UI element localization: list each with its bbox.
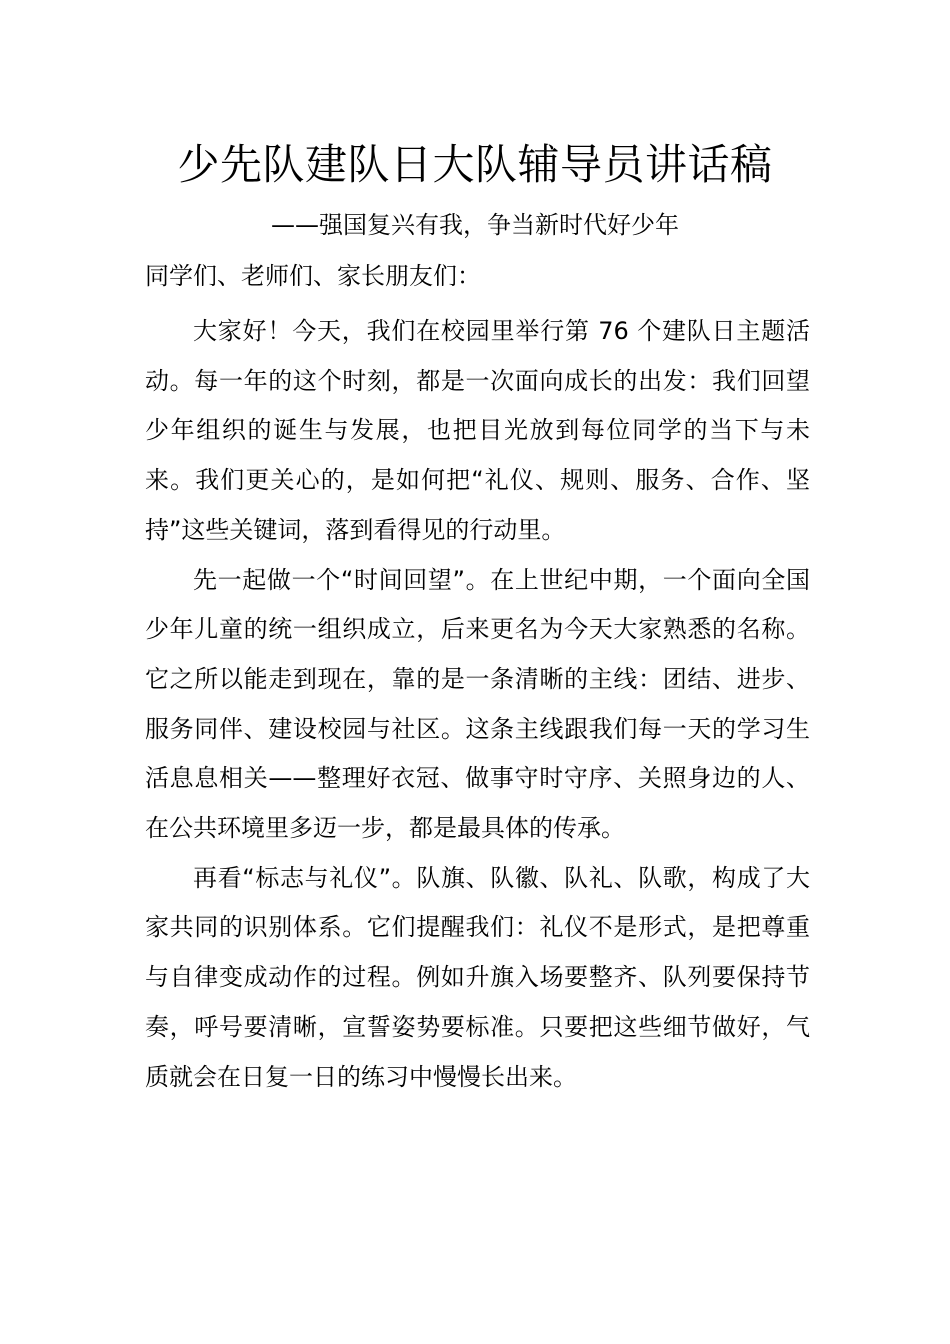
document-title: 少先队建队日大队辅导员讲话稿 xyxy=(177,140,773,189)
body-text xyxy=(145,307,810,1102)
document-subtitle: ——强国复兴有我，争当新时代好少年 xyxy=(271,211,679,239)
paragraph-2: 先一起做一个“时间回望”。在上世纪中期，一个面向全国少年儿童的统一组织成立，后来更名为今天大家熟悉的名称。它之所以能走到现在，靠的是一条清晰的主线：团结、进步、服务同伴、建设校园与社区。这条主线跟我们每一天的学习生活息息相关——整理好衣冠、做事守时守序、关照身边的人、在公共环境里多迈一步，都是最具体的传承。 xyxy=(145,565,810,843)
salutation: 同学们、老师们、家长朋友们： xyxy=(145,262,481,290)
paragraph-3: 再看“标志与礼仪”。队旗、队徽、队礼、队歌，构成了大家共同的识别体系。它们提醒我们：礼仪不是形式，是把尊重与自律变成动作的过程。例如升旗入场要整齐、队列要保持节奏，呼号要清晰，宣誓姿势要标准。只要把这些细节做好，气质就会在日复一日的练习中慢慢长出来。 xyxy=(145,863,810,1091)
paragraph-1: 大家好！今天，我们在校园里举行第 76 个建队日主题活动。每一年的这个时刻，都是一次面向成长的出发：我们回望少年组织的诞生与发展，也把目光放到每位同学的当下与未来。我们更关心的，是如何把“礼仪、规则、服务、合作、坚持”这些关键词，落到看得见的行动里。 xyxy=(145,317,810,544)
